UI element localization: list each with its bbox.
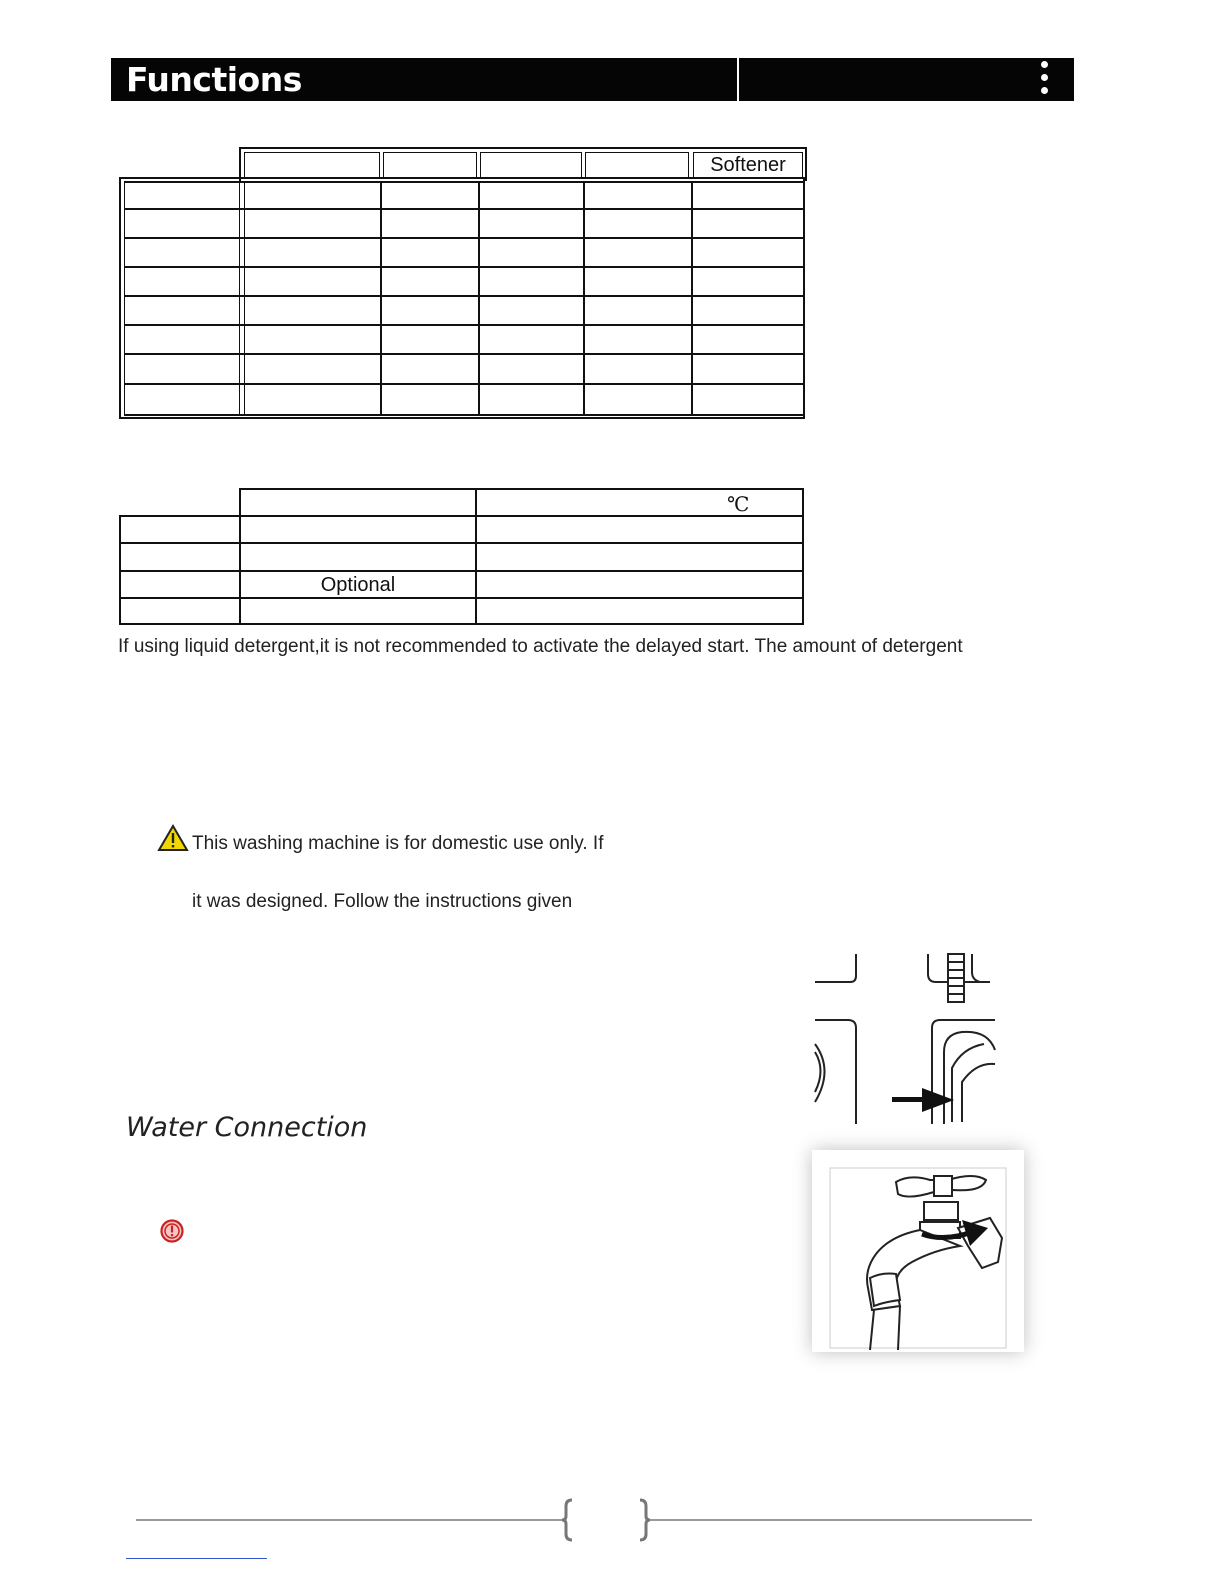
table1-header-softener: Softener [710, 154, 786, 176]
footer-line-left [136, 1519, 566, 1521]
detergent-paragraph: If using liquid detergent,it is not recommended to activate the delayed start. The amount of detergent [118, 636, 963, 657]
header-bar-right [739, 58, 1074, 101]
page-number-bracket [560, 1498, 652, 1542]
warning-line-1: This washing machine is for domestic use only. If [192, 833, 604, 854]
warning-line-2: it was designed. Follow the instructions given [192, 891, 573, 912]
faucet-illustration [812, 1150, 1024, 1352]
table2-header-temp: ℃ [475, 488, 804, 517]
footer-line-right [646, 1519, 1032, 1521]
warning-triangle-icon [157, 824, 189, 852]
page-title: Functions [126, 60, 302, 99]
caution-circle-icon [160, 1219, 184, 1243]
more-dots-icon [1040, 61, 1050, 101]
water-connection-heading: Water Connection [126, 1112, 368, 1143]
table2-optional-cell: Optional [239, 570, 477, 599]
hose-connection-illustration [812, 952, 998, 1128]
footer-link-underline [126, 1558, 267, 1559]
